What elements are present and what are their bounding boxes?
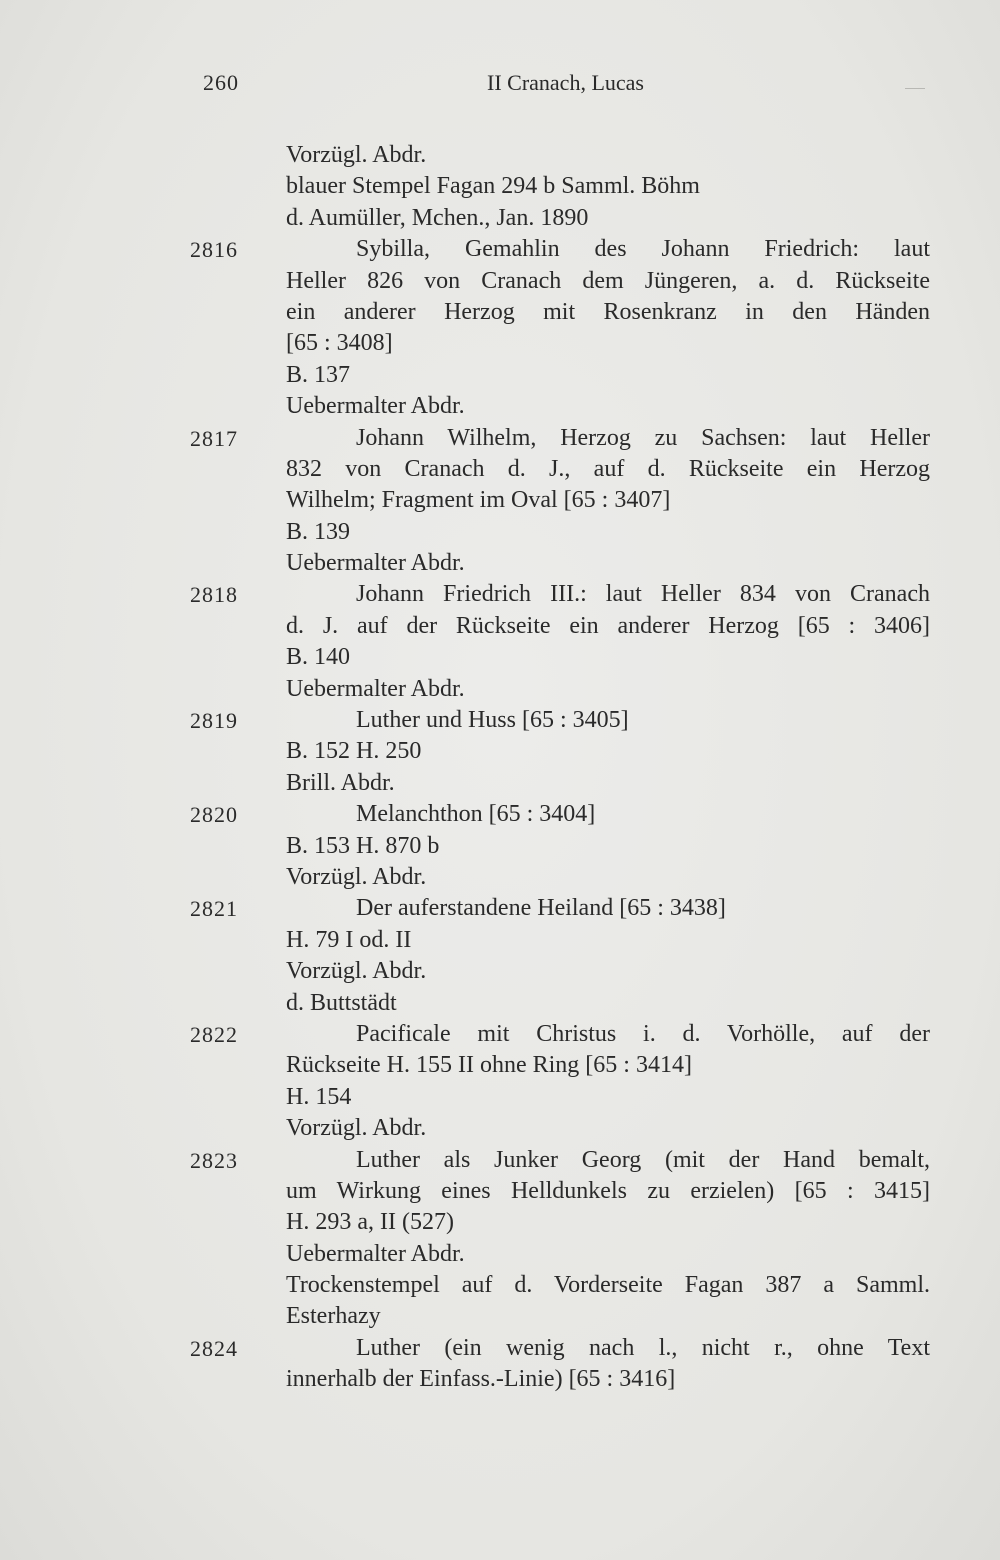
entry-2818-line — [0, 579, 1000, 610]
entry-number: 2817 — [190, 425, 238, 451]
entry-text: 832 von Cranach d. J., auf d. Rückseite ein Herzog — [286, 455, 930, 482]
entry-line — [0, 266, 1000, 297]
entry-line — [0, 297, 1000, 328]
entry-line — [0, 1364, 1000, 1395]
entry-text: [65 : 3408] — [286, 330, 393, 357]
entry-line — [0, 1050, 1000, 1081]
entry-text: ein anderer Herzog mit Rosenkranz in den Händen — [286, 298, 930, 325]
entry-line — [0, 171, 1000, 202]
entry-text: d. J. auf der Rückseite ein anderer Herzog [65 : 3406] — [286, 612, 930, 639]
entry-text: Luther als Junker Georg (mit der Hand bemalt, — [356, 1146, 930, 1173]
entry-line — [0, 956, 1000, 987]
entry-text: innerhalb der Einfass.-Linie) [65 : 3416] — [286, 1366, 676, 1393]
catalogue-body — [0, 140, 1000, 1396]
entry-text: Uebermalter Abdr. — [286, 1240, 465, 1267]
entry-line — [0, 203, 1000, 234]
page-number: 260 — [203, 70, 239, 95]
entry-line — [0, 1113, 1000, 1144]
entry-text: Vorzügl. Abdr. — [286, 1115, 427, 1142]
entry-line — [0, 1082, 1000, 1113]
entry-text: Pacificale mit Christus i. d. Vorhölle, auf der — [356, 1020, 930, 1047]
entry-text: Vorzügl. Abdr. — [286, 142, 427, 168]
entry-text: Johann Wilhelm, Herzog zu Sachsen: laut Heller — [356, 424, 930, 451]
entry-text: Melanchthon [65 : 3404] — [356, 801, 596, 828]
entry-text: H. 154 — [286, 1083, 352, 1110]
entry-text: um Wirkung eines Helldunkels zu erzielen) [65 : 3415] — [286, 1177, 930, 1204]
entry-line — [0, 925, 1000, 956]
entry-line — [0, 642, 1000, 673]
entry-text: B. 140 — [286, 644, 351, 671]
entry-text: Vorzügl. Abdr. — [286, 863, 427, 890]
entry-line — [0, 1301, 1000, 1332]
entry-text: Rückseite H. 155 II ohne Ring [65 : 3414] — [286, 1052, 692, 1079]
entry-2817-line — [0, 423, 1000, 454]
entry-number: 2822 — [190, 1021, 238, 1047]
entry-line — [0, 736, 1000, 767]
entry-line — [0, 328, 1000, 359]
entry-2822-line — [0, 1019, 1000, 1050]
entry-line — [0, 517, 1000, 548]
entry-line — [0, 548, 1000, 579]
entry-text: blauer Stempel Fagan 294 b Samml. Böhm — [286, 173, 700, 200]
entry-text: Luther und Huss [65 : 3405] — [356, 707, 629, 734]
entry-text: H. 293 a, II (527) — [286, 1209, 454, 1236]
entry-line — [0, 1207, 1000, 1238]
entry-text: H. 79 I od. II — [286, 926, 412, 953]
entry-text: B. 137 — [286, 361, 351, 388]
entry-text: Heller 826 von Cranach dem Jüngeren, a. d. Rückseite — [286, 267, 930, 294]
entry-text: Wilhelm; Fragment im Oval [65 : 3407] — [286, 487, 671, 514]
entry-text: Trockenstempel auf d. Vorderseite Fagan 387 a Samml. — [286, 1272, 930, 1299]
entry-text: d. Aumüller, Mchen., Jan. 1890 — [286, 204, 589, 231]
entry-number: 2816 — [190, 237, 238, 263]
entry-number: 2820 — [190, 802, 238, 828]
entry-line — [0, 1176, 1000, 1207]
entry-text: Esterhazy — [286, 1303, 381, 1330]
entry-text: Johann Friedrich III.: laut Heller 834 von Cranach — [356, 581, 930, 608]
running-head: II Cranach, Lucas — [487, 70, 644, 95]
entry-line — [0, 831, 1000, 862]
entry-text: Uebermalter Abdr. — [286, 550, 465, 577]
entry-line — [0, 988, 1000, 1019]
entry-text: B. 139 — [286, 518, 351, 545]
entry-2816-line — [0, 234, 1000, 265]
entry-text: Luther (ein wenig nach l., nicht r., ohne Text — [356, 1334, 930, 1361]
entry-line — [0, 360, 1000, 391]
entry-line — [0, 140, 1000, 171]
entry-line — [0, 1270, 1000, 1301]
entry-text: Sybilla, Gemahlin des Johann Friedrich: laut — [356, 236, 930, 263]
entry-line — [0, 1239, 1000, 1270]
entry-line — [0, 391, 1000, 422]
entry-number: 2824 — [190, 1335, 238, 1361]
entry-line — [0, 768, 1000, 799]
entry-text: Uebermalter Abdr. — [286, 675, 465, 702]
entry-number: 2821 — [190, 896, 238, 922]
entry-line — [0, 611, 1000, 642]
entry-2819-line — [0, 705, 1000, 736]
entry-2824-line — [0, 1333, 1000, 1364]
entry-line — [0, 674, 1000, 705]
entry-2823-line — [0, 1145, 1000, 1176]
entry-text: Der auferstandene Heiland [65 : 3438] — [356, 895, 726, 922]
entry-text: B. 152 H. 250 — [286, 738, 422, 765]
entry-text: d. Buttstädt — [286, 989, 397, 1016]
entry-number: 2818 — [190, 582, 238, 608]
entry-text: Brill. Abdr. — [286, 769, 395, 796]
entry-text: Uebermalter Abdr. — [286, 393, 465, 420]
entry-text: Vorzügl. Abdr. — [286, 958, 427, 985]
entry-line — [0, 454, 1000, 485]
entry-text: B. 153 H. 870 b — [286, 832, 440, 859]
edge-mark — [905, 88, 925, 89]
page-header — [0, 70, 1000, 100]
entry-2820-line — [0, 799, 1000, 830]
entry-number: 2823 — [190, 1147, 238, 1173]
entry-number: 2819 — [190, 708, 238, 734]
entry-2821-line — [0, 893, 1000, 924]
entry-line — [0, 485, 1000, 516]
entry-line — [0, 862, 1000, 893]
